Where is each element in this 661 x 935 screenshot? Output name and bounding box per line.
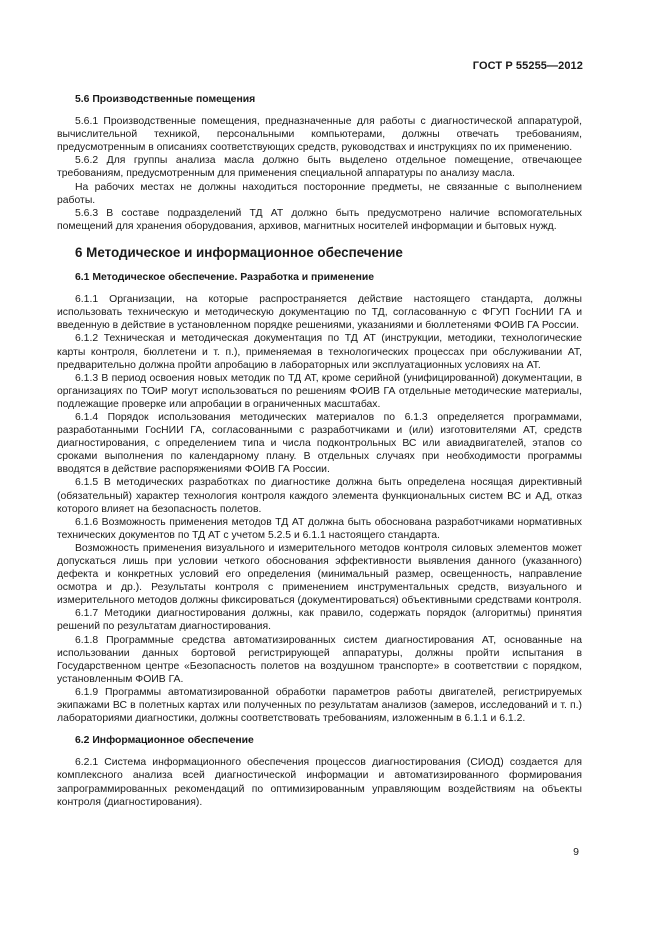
section-6-1-title: 6.1 Методическое обеспечение. Разработка и применение [75, 272, 375, 284]
document-code: ГОСТ Р 55255—2012 [472, 60, 583, 72]
paragraph-6-2-1: 6.2.1 Система информационного обеспечения процессов диагностирования (СИОД) создается для комплексного анализа всей диагностической информации и автоматизированного формирования запрограммированных рекомендаций по оптимизированным управляющим воздействиям на объекты контроля (диагностирования). [57, 757, 582, 808]
paragraph-5-6-1: 5.6.1 Производственные помещения, предназначенные для работы с диагностической аппаратурой, вычислительной техникой, персональными компьютерами, должны отвечать требованиям, предусмотренным в описаниях соответствующих средств, руководствах и инструкциях по их применению. [57, 116, 582, 154]
page-number: 9 [573, 846, 579, 858]
section-6-title: 6 Методическое и информационное обеспечение [75, 244, 403, 260]
paragraph-5-6-3: 5.6.3 В составе подразделений ТД АТ должно быть предусмотрено наличие вспомогательных помещений для хранения оборудования, архивов, магнитных носителей информации и бытовых нужд. [57, 207, 582, 232]
paragraph-6-1-4: 6.1.4 Порядок использования методических материалов по 6.1.3 определяется программами, разработанными ГосНИИ ГА, согласованными с разработчиками и (или) изготовителями АТ, средств диагностирования, с определением типа и числа подконтрольных ВС или авиадвигателей, этапов со сроками выполнения по календарному плану. В отдельных случаях при необходимости программы вводятся в действие распоряжениями ФОИВ ГА России. [57, 411, 582, 476]
paragraph-6-1-1: 6.1.1 Организации, на которые распространяется действие настоящего стандарта, должны использовать техническую и методическую документацию по ТД, согласованную с ФГУП ГосНИИ ГА и введенную в действие в установленном порядке решениями, указаниями и бюллетенями ФОИВ ГА России. [57, 294, 582, 332]
section-5-6-title: 5.6 Производственные помещения [75, 94, 256, 105]
paragraph-6-1-7: 6.1.7 Методики диагностирования должны, как правило, содержать порядок (алгоритмы) принятия решений по результатам диагностирования. [57, 608, 582, 633]
paragraph-6-1-2: 6.1.2 Техническая и методическая документация по ТД АТ (инструкции, методики, технологические карты контроля, бюллетени и т. п.), применяемая в технологических процессах при обслуживании АТ, предварительно должна пройти апробацию в лабораторных или эксплуатационных условиях на АТ. [57, 333, 582, 371]
paragraph-6-1-3: 6.1.3 В период освоения новых методик по ТД АТ, кроме серийной (унифицированной) документации, в организациях по ТОиР могут использоваться по решениям ФОИВ ГА отдельные методические материалы, подлежащие проверке или апробации в ограниченных масштабах. [57, 372, 582, 410]
paragraph-5-6-2: 5.6.2 Для группы анализа масла должно быть выделено отдельное помещение, отвечающее требованиям, предусмотренным для применения специальной аппаратуры по анализу масла. [57, 155, 582, 180]
document-body [57, 93, 582, 809]
paragraph-6-1-6: 6.1.6 Возможность применения методов ТД АТ должна быть обоснована разработчиками нормативных технических документов по ТД АТ с учетом 5.2.5 и 6.1.1 настоящего стандарта. [57, 516, 582, 541]
paragraph-6-1-5: 6.1.5 В методических разработках по диагностике должна быть определена носящая директивный (обязательный) характер технология контроля каждого элемента функциональных систем ВС и АД, отказ которого влияет на безопасность полетов. [57, 477, 582, 515]
paragraph-6-1-6-cont: Возможность применения визуального и измерительного методов контроля силовых элементов может допускаться лишь при условии четкого обоснования эффективности выявления данного (указанного) дефекта и конкретных условий его определения (минимальный размер, освещенность, направление осмотра и др.). Результаты контроля с применением инструментальных средств, визуального и измерительного методов должны фиксироваться (документироваться) объективными средствами контроля. [57, 542, 582, 607]
paragraph-6-1-9: 6.1.9 Программы автоматизированной обработки параметров работы двигателей, регистрируемых экипажами ВС в полетных картах или полученных по результатам анализов (замеров, исследований и т. п.) лабораториями диагностики, должны соответствовать требованиям, изложенным в 6.1.1 и 6.1.2. [57, 686, 582, 725]
paragraph-6-1-8: 6.1.8 Программные средства автоматизированных систем диагностирования АТ, основанные на использовании данных бортовой регистрирующей аппаратуры, должны пройти испытания в Государственном центре «Безопасность полетов на воздушном транспорте» в соответствии с порядком, установленным ФОИВ ГА. [57, 634, 582, 685]
section-6-2-title: 6.2 Информационное обеспечение [75, 735, 254, 747]
paragraph-5-6-2-note: На рабочих местах не должны находиться посторонние предметы, не связанные с выполнением работы. [57, 181, 582, 206]
